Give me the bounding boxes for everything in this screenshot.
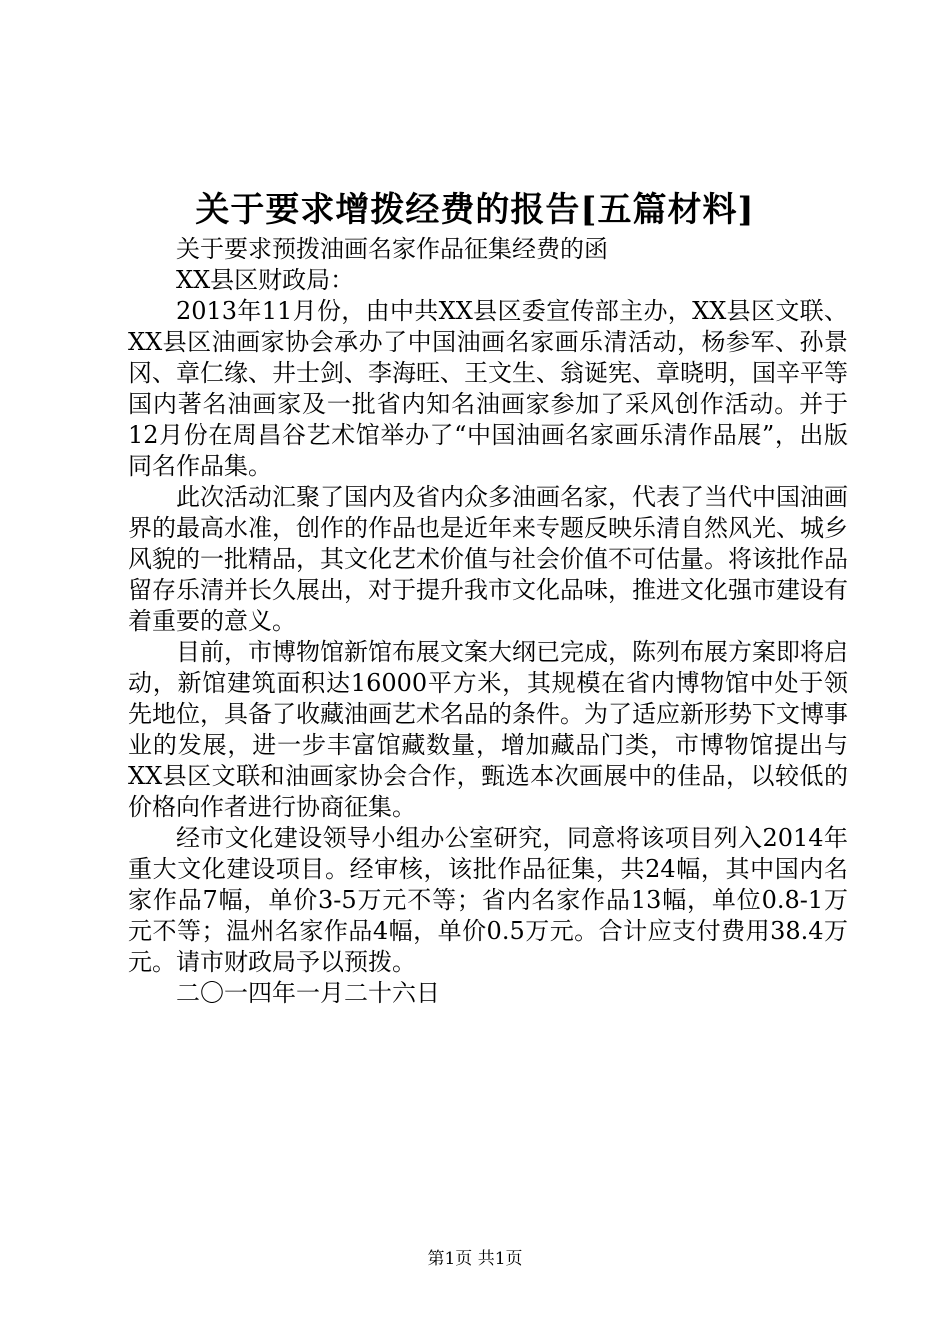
body-paragraph: 经市文化建设领导小组办公室研究，同意将该项目列入2014年重大文化建设项目。经审核，该批作品征集，共24幅，其中国内名家作品7幅，单价3-5万元不等；省内名家作品13幅，单位0.8-1万元不等；温州名家作品4幅，单价0.5万元。合计应支付费用38.4万元。请市财政局予以预拨。	[128, 824, 848, 976]
document-title: 关于要求增拨经费的报告[五篇材料]	[195, 190, 755, 230]
body-paragraph: 2013年11月份，由中共XX县区委宣传部主办，XX县区文联、XX县区油画家协会承办了中国油画名家画乐清活动，杨参军、孙景冈、章仁缘、井士剑、李海旺、王文生、翁诞宪、章晓明，国辛平等国内著名油画家及一批省内知名油画家参加了采风创作活动。并于12月份在周昌谷艺术馆举办了“中国油画名家画乐清作品展”，出版同名作品集。	[128, 297, 848, 480]
page-footer: 第1页 共1页	[427, 1249, 523, 1269]
document-body	[128, 234, 848, 1009]
addressee-line: XX县区财政局：	[176, 266, 355, 294]
document-date: 二〇一四年一月二十六日	[176, 979, 440, 1007]
body-paragraph: 目前，市博物馆新馆布展文案大纲已完成，陈列布展方案即将启动，新馆建筑面积达16000平方米，其规模在省内博物馆中处于领先地位，具备了收藏油画艺术名品的条件。为了适应新形势下文博事业的发展，进一步丰富馆藏数量，增加藏品门类，市博物馆提出与XX县区文联和油画家协会合作，甄选本次画展中的佳品，以较低的价格向作者进行协商征集。	[128, 638, 848, 821]
document-subtitle: 关于要求预拨油画名家作品征集经费的函	[176, 235, 608, 263]
body-paragraph: 此次活动汇聚了国内及省内众多油画名家，代表了当代中国油画界的最高水准，创作的作品也是近年来专题反映乐清自然风光、城乡风貌的一批精品，其文化艺术价值与社会价值不可估量。将该批作品留存乐清并长久展出，对于提升我市文化品味，推进文化强市建设有着重要的意义。	[128, 483, 848, 635]
